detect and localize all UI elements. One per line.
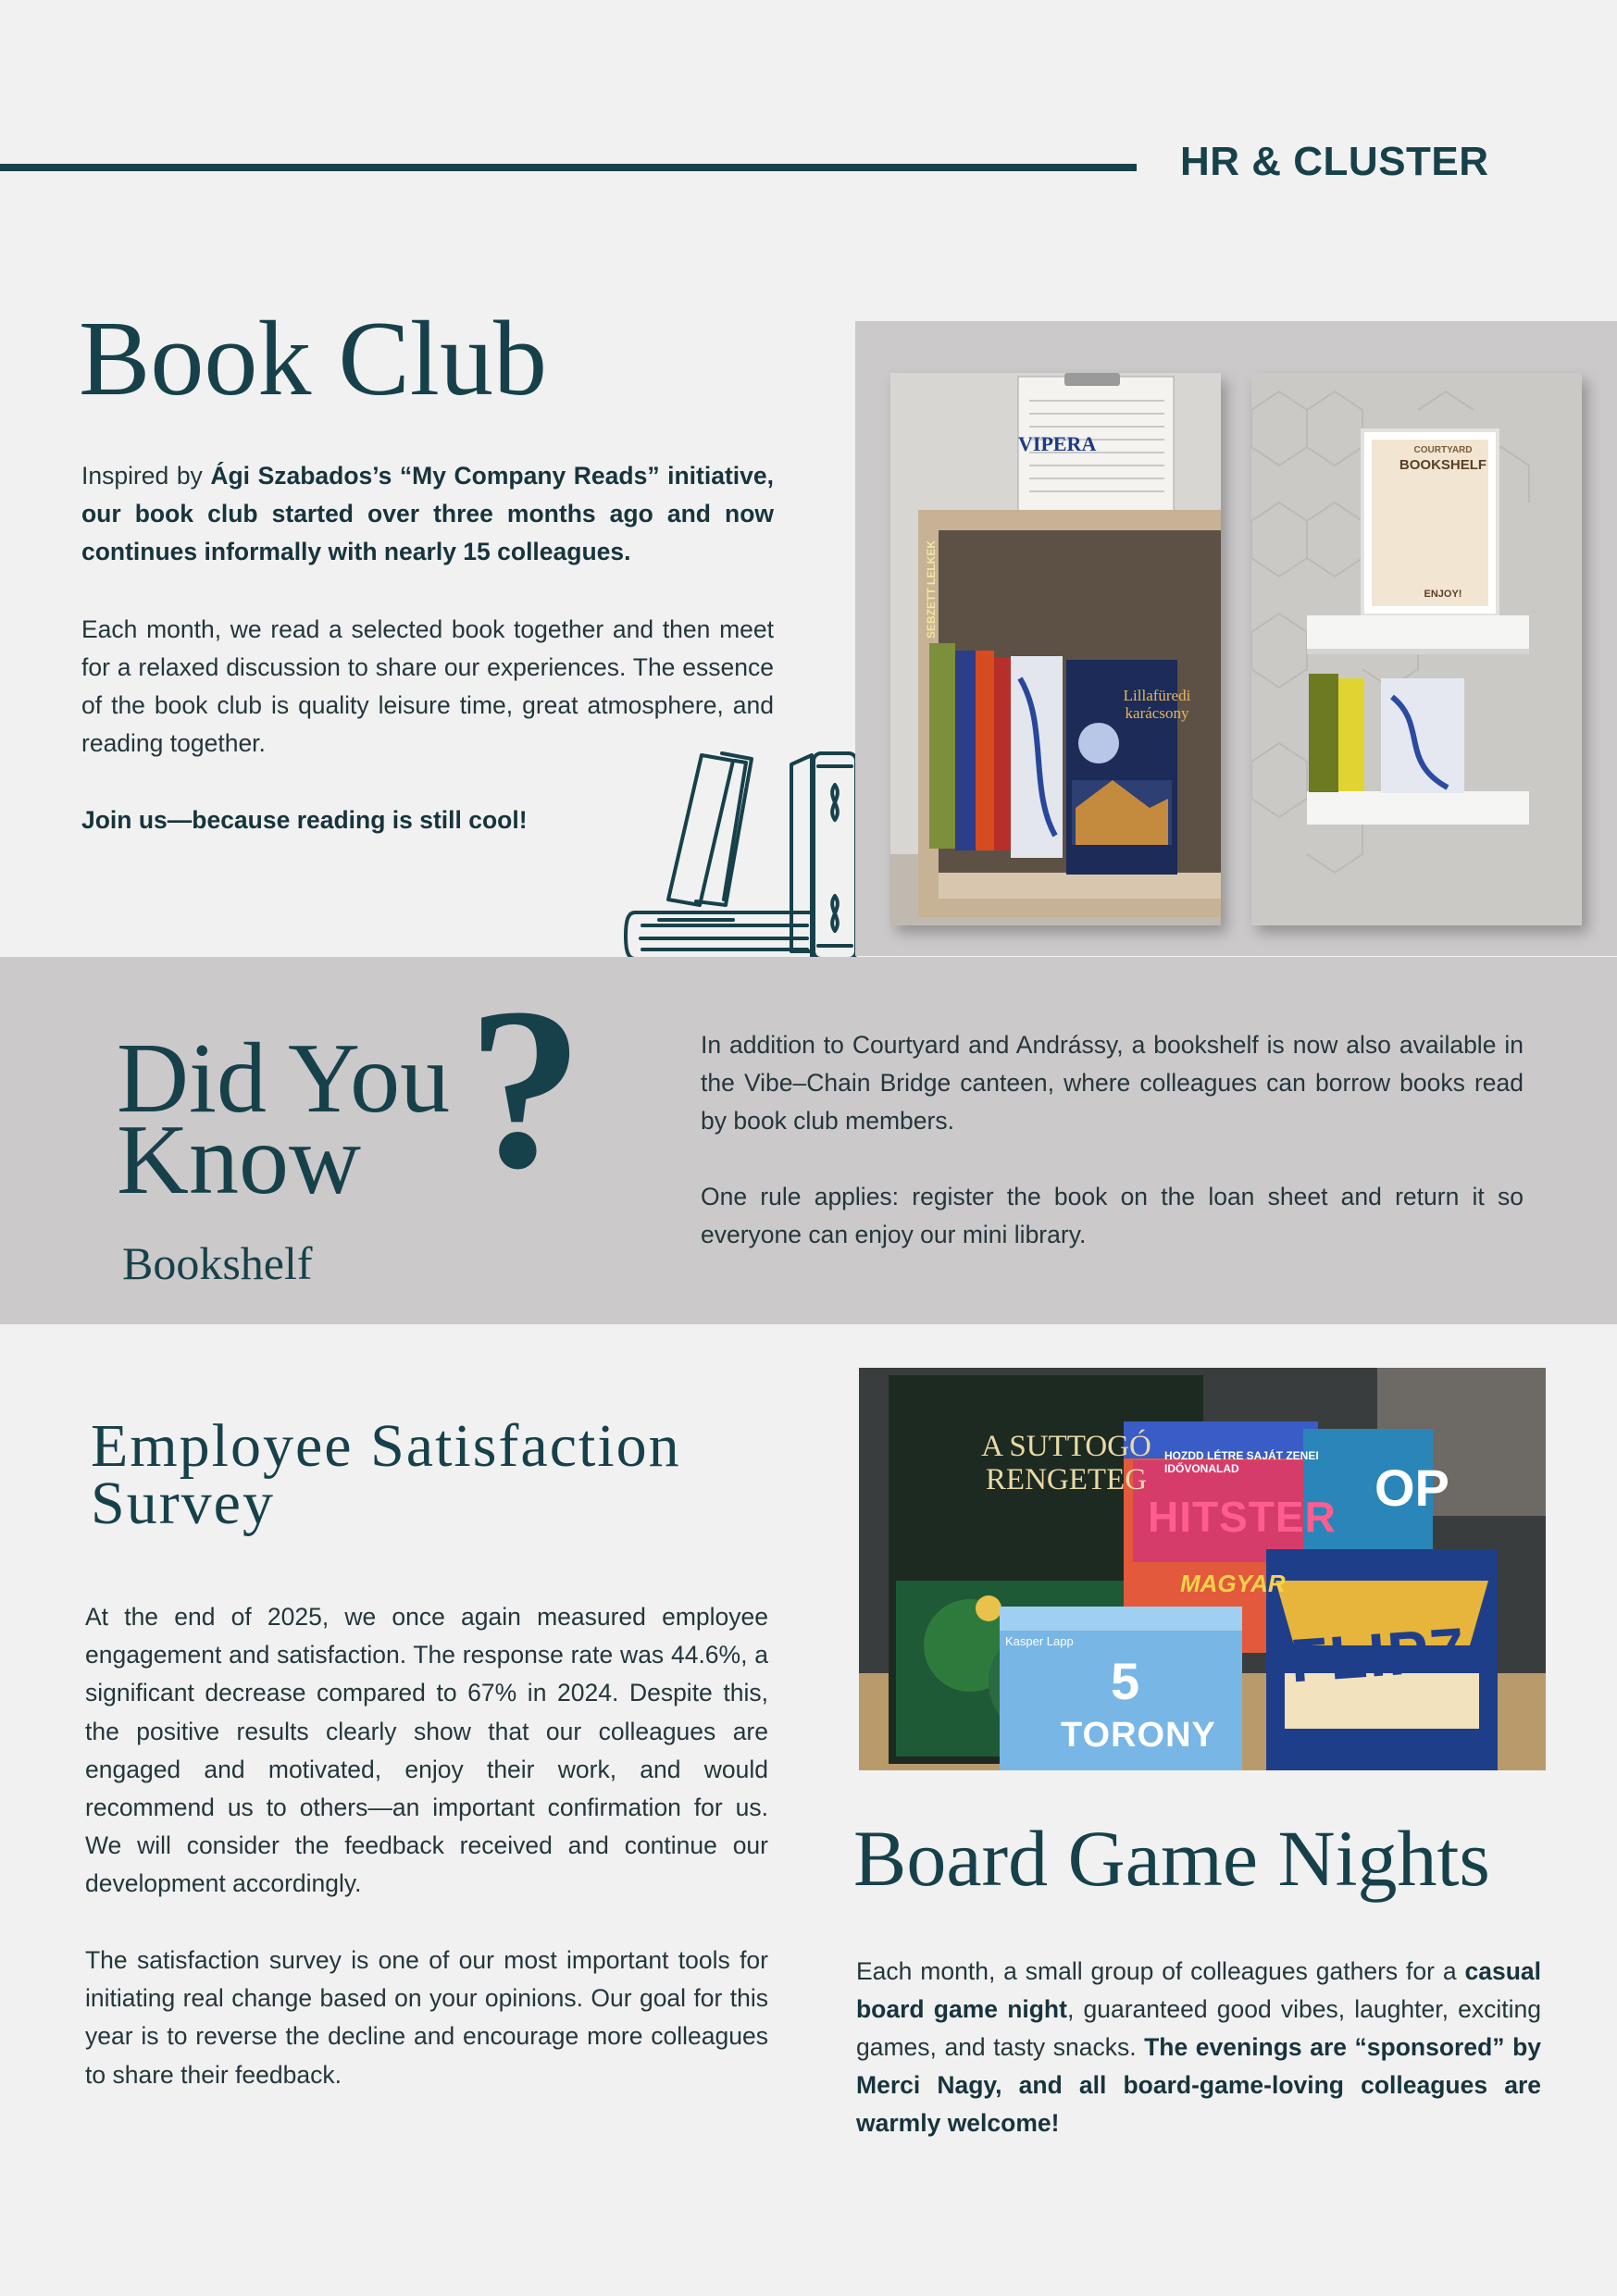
survey-paragraph-2: [85, 1942, 768, 2094]
game-hitster-title: HITSTER: [1148, 1493, 1337, 1541]
survey-title: Employee Satisfaction Survey: [91, 1412, 681, 1537]
books-illustration: [622, 748, 861, 962]
did-you-know-title: [117, 1024, 451, 1215]
bookshelf-photo-vibe: [1251, 373, 1582, 925]
board-games-paragraph: [856, 1953, 1541, 2142]
sign-footer: ENJOY!: [1424, 589, 1462, 600]
game-op-title: OP: [1374, 1458, 1449, 1517]
book-club-title: Book Club: [79, 300, 547, 418]
question-mark: ?: [467, 961, 583, 1217]
intro-bold: Ági Szabados’s “My Company Reads” initiative, our book club started over three months ago and now continues informally with nearly 15 colleagues.: [81, 462, 774, 565]
board-games-title: Board Game Nights: [853, 1814, 1490, 1903]
bg-text-c: , guaranteed good vibes, laughter, exciting games, and tasty snacks.: [856, 1995, 1541, 2061]
bg-text-b: casual board game night: [856, 1957, 1541, 2023]
game-suttogo-line2: RENGETEG: [985, 1463, 1148, 1496]
section-header: HR & CLUSTER: [1180, 139, 1489, 184]
survey-paragraph-1: [85, 1598, 768, 1904]
did-you-know-paragraph-2: [701, 1178, 1524, 1254]
book-club-intro: [81, 457, 774, 571]
bg-text-a: Each month, a small group of colleagues gathers for a: [856, 1957, 1465, 1985]
game-suttogo-line1: A SUTTOGÓ: [981, 1430, 1151, 1463]
game-torony-brand: Kasper Lapp: [1005, 1634, 1074, 1648]
book-spine-text: SEBZETT LELKEK: [925, 540, 938, 639]
sign-heading: COURTYARD: [1413, 445, 1473, 455]
did-you-know-paragraph-1: [701, 1026, 1524, 1140]
book-club-description: [81, 611, 774, 763]
game-suttogo-title: [933, 1430, 1200, 1496]
game-hitster-tagline: HOZDD LÉTRE SAJÁT ZENEI IDŐVONALAD: [1164, 1449, 1319, 1475]
book-club-paragraph: Each month, we read a selected book together and then meet for a relaxed discussion to share our experiences. The essence of the book club is quality leisure time, great atmosphere, and reading together.: [81, 615, 774, 757]
dyk-text-1: In addition to Courtyard and Andrássy, a bookshelf is now also available in the Vibe–Chain Bridge canteen, where colleagues can borrow books read by book club members.: [701, 1031, 1524, 1135]
survey-text-1: At the end of 2025, we once again measured employee engagement and satisfaction. The response rate was 44.6%, a significant decrease compared to 67% in 2024. Despite this, the positive results clearly show that our colleagues are engaged and motivated, enjoy their work, and would recommend us to others—an important confirmation for us. We will consider the feedback received and continue our development accordingly.: [85, 1603, 768, 1898]
game-torony-number: 5: [1111, 1652, 1140, 1710]
did-you-know-subtitle: Bookshelf: [122, 1237, 313, 1289]
bg-text-d: The evenings are “sponsored” by Merci Nagy, and all board-game-loving colleagues are warmly welcome!: [856, 2033, 1541, 2137]
intro-lead: Inspired by: [81, 462, 211, 490]
did-you-know-line2: Know: [117, 1105, 361, 1215]
sign-title: BOOKSHELF: [1399, 457, 1487, 473]
dyk-text-2: One rule applies: register the book on the loan sheet and return it so everyone can enjoy our mini library.: [701, 1183, 1524, 1248]
game-hitster-sub: MAGYAR: [1180, 1570, 1286, 1597]
game-flip7-title: FLIP7: [1287, 1614, 1469, 1695]
book-cover-vipera: VIPERA: [1018, 432, 1097, 455]
book-cover-lillafured: Lillafüredi karácsony: [1123, 687, 1191, 722]
book-club-cta: Join us—because reading is still cool!: [81, 806, 528, 834]
header-rule: [0, 164, 1137, 171]
did-you-know-line1: Did You: [117, 1024, 451, 1134]
game-torony-title: TORONY: [1061, 1716, 1216, 1755]
survey-text-2: The satisfaction survey is one of our most important tools for initiating real change based on your opinions. Our goal for this year is to reverse the decline and encourage more colleagues to share their feedback.: [85, 1946, 768, 2089]
